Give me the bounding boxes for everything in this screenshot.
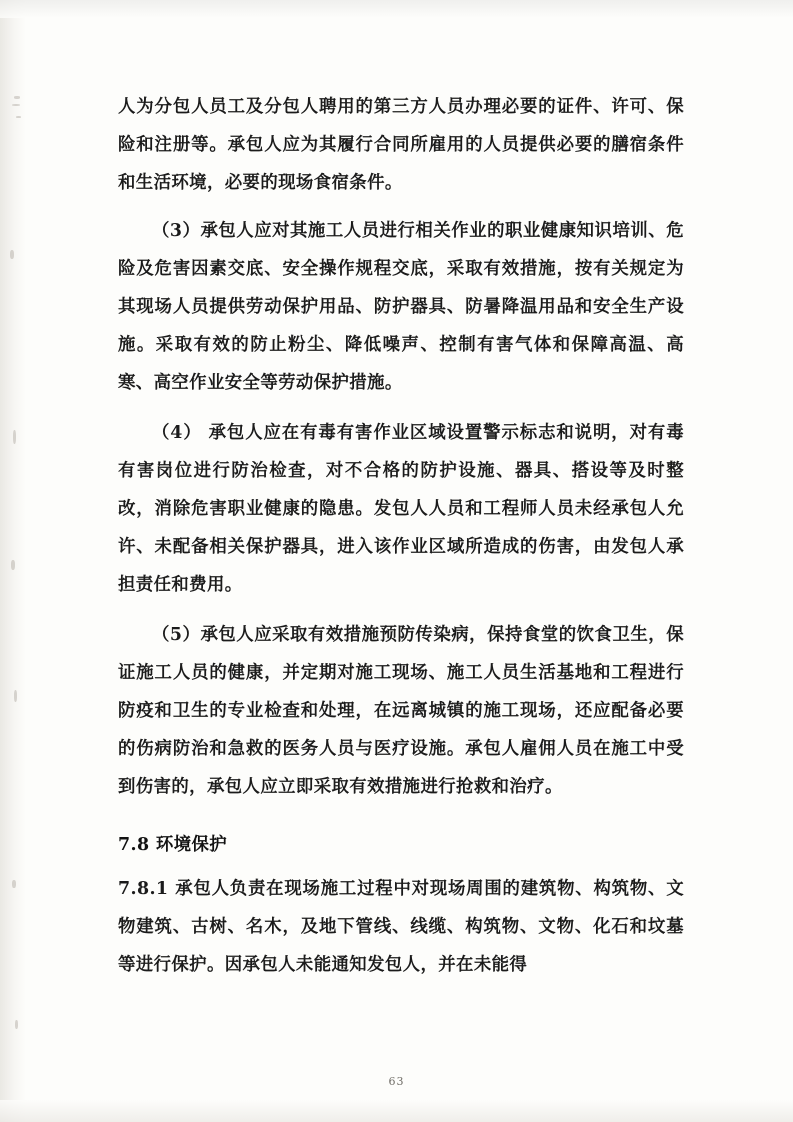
paragraph-item-5: （5）承包人应采取有效措施预防传染病，保持食堂的饮食卫生，保证施工人员的健康，并定期对施工现场、施工人员生活基地和工程进行防疫和卫生的专业检查和处理，在远离城镇的施工现场，还应配备必要的伤病防治和急救的医务人员与医疗设施。承包人雇佣人员在施工中受到伤害的，承包人应立即采取有效措施进行抢救和治疗。 <box>118 625 684 797</box>
scan-edge-top <box>0 0 793 18</box>
paragraph-continued: 人为分包人员工及分包人聘用的第三方人员办理必要的证件、许可、保险和注册等。承包人应为其履行合同所雇用的人员提供必要的膳宿条件和生活环境，必要的现场食宿条件。 <box>118 97 684 193</box>
scan-speck <box>16 116 21 118</box>
paragraph-item-3: （3）承包人应对其施工人员进行相关作业的职业健康知识培训、危险及危害因素交底、安全操作规程交底，采取有效措施，按有关规定为其现场人员提供劳动保护用品、防护器具、防暑降温用品和安全生产设施。采取有效的防止粉尘、降低噪声、控制有害气体和保障高温、高寒、高空作业安全等劳动保护措施。 <box>118 221 684 393</box>
scan-edge-bottom <box>0 1100 793 1122</box>
document-body <box>118 88 684 996</box>
paragraph-item-4: （4） 承包人应在有毒有害作业区域设置警示标志和说明，对有毒有害岗位进行防治检查，对不合格的防护设施、器具、搭设等及时整改，消除危害职业健康的隐患。发包人人员和工程师人员未经承包人允许、未配备相关保护器具，进入该作业区域所造成的伤害，由发包人承担责任和费用。 <box>118 423 684 595</box>
scan-speck <box>13 430 16 444</box>
scan-speck <box>11 560 15 570</box>
scan-speck <box>10 250 14 259</box>
section-heading-7-8: 7.8 环境保护 <box>118 835 228 855</box>
scan-speck <box>12 880 16 888</box>
scan-speck <box>14 690 17 702</box>
page-number: 63 <box>388 1075 405 1088</box>
scan-speck <box>12 104 20 106</box>
scan-speck <box>14 96 20 99</box>
scan-speck <box>15 1020 18 1029</box>
paragraph-7-8-1: 7.8.1 承包人负责在现场施工过程中对现场周围的建筑物、构筑物、文物建筑、古树、名木，及地下管线、线缆、构筑物、文物、化石和坟墓等进行保护。因承包人未能通知发包人，并在未能得 <box>118 879 684 975</box>
